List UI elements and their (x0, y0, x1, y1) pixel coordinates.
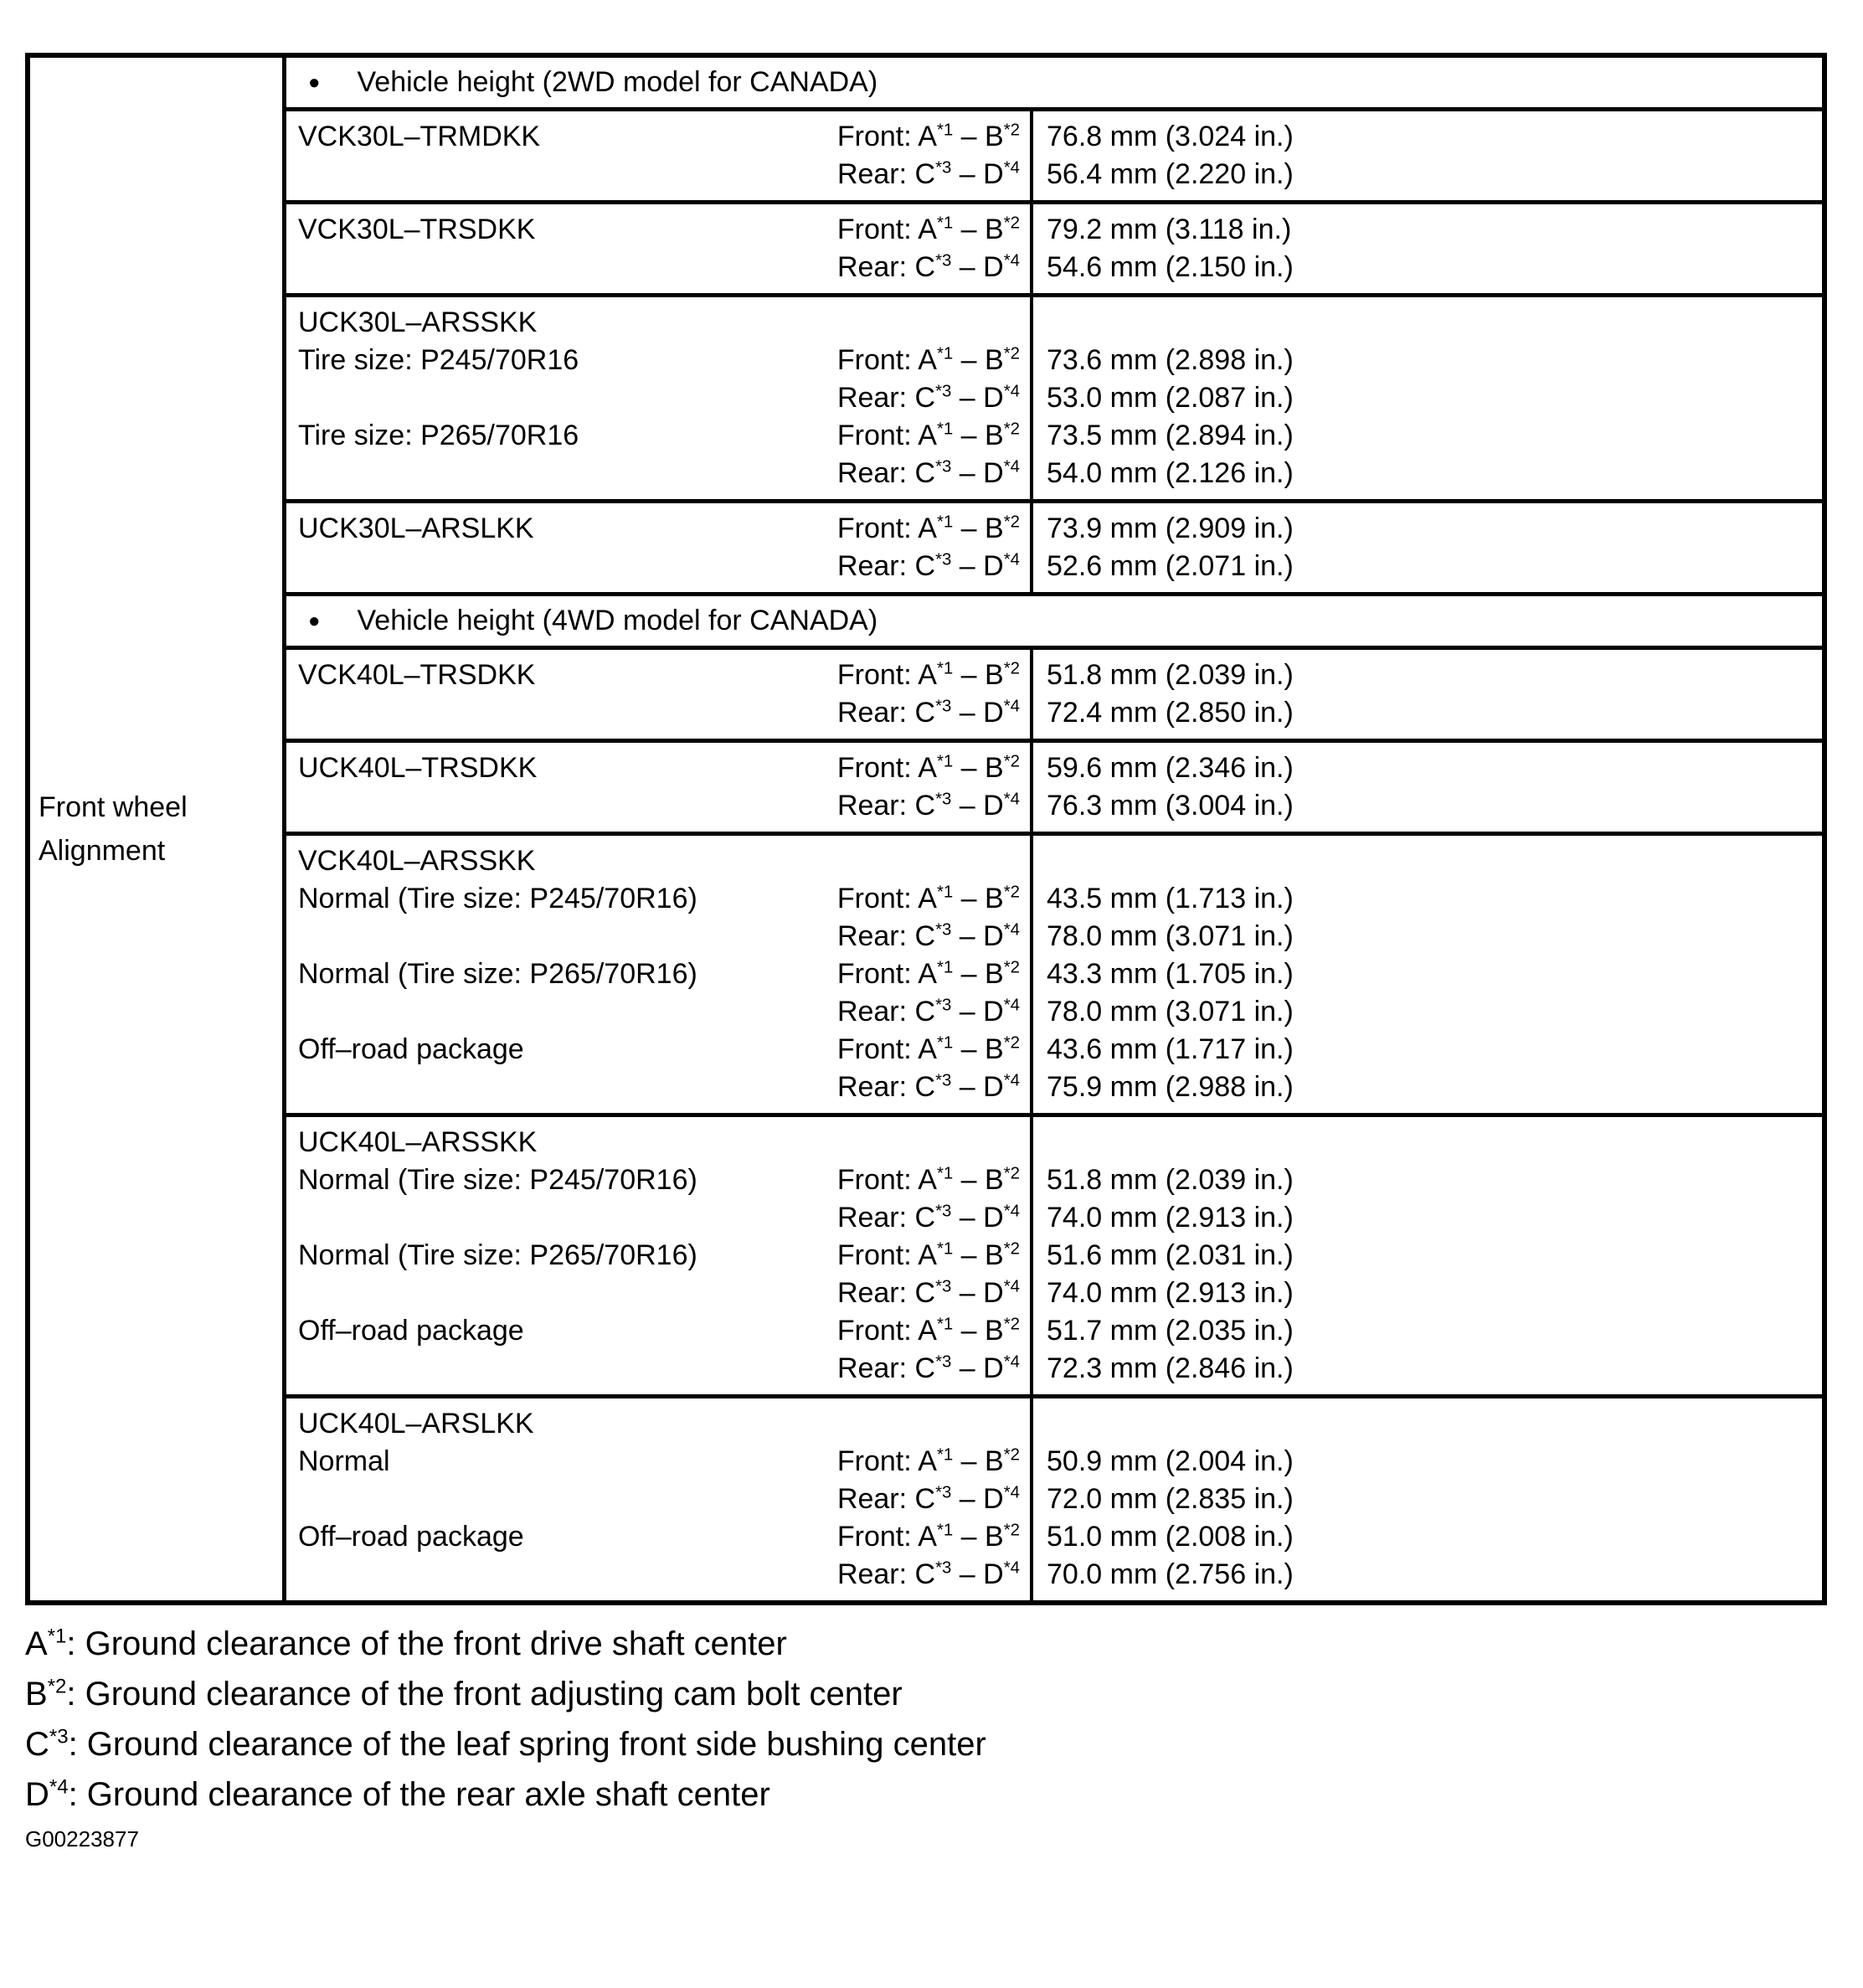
measure-label-superscript: *3 (935, 550, 952, 569)
bullet-icon: ● (308, 609, 321, 632)
measure-label-text: – B (953, 512, 1004, 544)
model-or-variant-label: Normal (Tire size: P245/70R16) (298, 883, 697, 914)
measure-label-superscript: *2 (1003, 512, 1020, 532)
model-or-variant-label: Tire size: P245/70R16 (298, 344, 579, 376)
measure-label-text: Front: A (836, 1315, 937, 1347)
measurement-value: 78.0 mm (3.071 in.) (1047, 996, 1294, 1027)
measure-label-text: Front: A (836, 214, 937, 245)
measure-label-text: – D (951, 251, 1004, 283)
measure-label-rear (837, 1071, 1030, 1104)
measure-label-text: – B (953, 214, 1004, 245)
measurement-value: 74.0 mm (2.913 in.) (1047, 1277, 1294, 1309)
spec-line (286, 118, 1030, 156)
spec-line (286, 787, 1030, 825)
measure-label-text: Front: A (836, 958, 937, 990)
model-or-variant-label: UCK30L–ARSLKK (298, 512, 534, 544)
measure-label-text: – B (953, 958, 1004, 990)
measure-label-text: – B (953, 883, 1004, 914)
measure-label-superscript: *1 (936, 752, 954, 771)
measure-label-text: Rear: C (836, 1558, 936, 1590)
spec-line (286, 1275, 1030, 1312)
measure-label-superscript: *4 (1003, 550, 1020, 569)
spec-row-values (1030, 111, 1822, 200)
measurement-value (1033, 1405, 1822, 1443)
footnote (25, 1669, 1863, 1719)
measure-label-front (837, 1164, 1030, 1197)
measure-label-superscript: *1 (936, 958, 954, 977)
measure-label-superscript: *4 (1003, 251, 1020, 270)
measure-label-text: Rear: C (836, 996, 936, 1027)
measure-label-rear (837, 1352, 1030, 1385)
footnote-term: A (25, 1625, 48, 1662)
bullet-icon: ● (308, 70, 321, 94)
model-or-variant-label: UCK40L–ARSLKK (298, 1408, 534, 1439)
measure-label-superscript: *2 (1003, 659, 1020, 678)
spec-row-labels (286, 650, 1030, 739)
footnotes (25, 1619, 1863, 1820)
measure-label-superscript: *3 (935, 1352, 952, 1372)
footnote-description: : Ground clearance of the rear axle shaft center (68, 1776, 770, 1813)
measurement-value: 43.3 mm (1.705 in.) (1047, 958, 1294, 990)
spec-line (286, 694, 1030, 732)
footnote (25, 1619, 1863, 1669)
model-or-variant-label: VCK40L–TRSDKK (298, 659, 536, 691)
measurement-value: 50.9 mm (2.004 in.) (1047, 1445, 1294, 1477)
measure-label-superscript: *2 (1003, 1445, 1020, 1465)
measure-label-front (837, 344, 1030, 377)
measure-label-superscript: *4 (1003, 697, 1020, 716)
model-or-variant-label: VCK30L–TRMDKK (298, 121, 541, 152)
measure-label-text: – D (951, 158, 1004, 190)
measure-label-front (837, 121, 1030, 153)
measurement-value: 73.9 mm (2.909 in.) (1047, 512, 1294, 544)
measure-label-text: Rear: C (836, 1071, 936, 1103)
spec-line (286, 1069, 1030, 1106)
measure-label-text: – B (953, 344, 1004, 376)
measure-label-rear (837, 158, 1030, 191)
spec-line (286, 993, 1030, 1031)
measure-label-superscript: *1 (936, 1164, 954, 1183)
measure-label-text: – D (951, 996, 1004, 1027)
measure-label-superscript: *2 (1003, 1315, 1020, 1334)
spec-line (286, 1237, 1030, 1275)
measure-label-front (837, 883, 1030, 915)
spec-row-labels (286, 503, 1030, 592)
measure-label-text: – D (951, 790, 1004, 821)
measure-label-text: Front: A (836, 1239, 937, 1271)
footnote-superscript: *1 (47, 1625, 67, 1648)
measure-label-rear (837, 697, 1030, 729)
measurement-value: 74.0 mm (2.913 in.) (1047, 1202, 1294, 1233)
measure-label-front (837, 1033, 1030, 1066)
spec-line (286, 342, 1030, 379)
measure-label-text: Rear: C (836, 920, 936, 952)
measure-label-superscript: *1 (936, 1315, 954, 1334)
measurement-value: 76.8 mm (3.024 in.) (1047, 121, 1294, 152)
measure-label-text: Rear: C (836, 251, 936, 283)
model-or-variant-label: UCK40L–ARSSKK (298, 1126, 538, 1158)
measure-label-superscript: *1 (936, 1521, 954, 1540)
measure-label-superscript: *3 (935, 697, 952, 716)
spec-row-labels (286, 743, 1030, 832)
measurement-value: 43.5 mm (1.713 in.) (1047, 883, 1294, 914)
measurement-value: 75.9 mm (2.988 in.) (1047, 1071, 1294, 1103)
spec-line (286, 379, 1030, 417)
measure-label-front (837, 1315, 1030, 1347)
measure-label-superscript: *1 (936, 1239, 954, 1259)
measurement-value: 51.0 mm (2.008 in.) (1047, 1521, 1294, 1553)
measure-label-text: – B (953, 1239, 1004, 1271)
measure-label-front (837, 1521, 1030, 1553)
measure-label-superscript: *1 (936, 512, 954, 532)
measurement-value: 72.4 mm (2.850 in.) (1047, 697, 1294, 729)
measure-label-text: – D (951, 457, 1004, 489)
measure-label-text: Front: A (836, 752, 937, 784)
spec-row-values (1030, 1117, 1822, 1394)
spec-line (286, 211, 1030, 249)
measure-label-text: – D (951, 1558, 1004, 1590)
spec-line (286, 455, 1030, 492)
spec-line (286, 1556, 1030, 1594)
measure-label-text: – D (951, 1071, 1004, 1103)
vehicle-height-spec-table (25, 53, 1827, 1605)
measure-label-text: – D (951, 1352, 1004, 1384)
measure-label-rear (837, 996, 1030, 1028)
measure-label-superscript: *3 (935, 1558, 952, 1578)
footnote-term: D (25, 1776, 49, 1813)
model-or-variant-label: Off–road package (298, 1033, 524, 1065)
measurement-value: 53.0 mm (2.087 in.) (1047, 382, 1294, 414)
measure-label-superscript: *1 (936, 659, 954, 678)
measure-label-front (837, 1445, 1030, 1478)
spec-line (286, 1312, 1030, 1350)
model-or-variant-label: Normal (Tire size: P265/70R16) (298, 1239, 697, 1271)
section-header-row (286, 596, 1822, 650)
section-header-label: Vehicle height (4WD model for CANADA) (357, 605, 878, 636)
footnote-description: : Ground clearance of the front drive shaft center (66, 1625, 787, 1662)
measure-label-text: Front: A (836, 512, 937, 544)
measure-label-rear (837, 251, 1030, 284)
spec-row (286, 204, 1822, 297)
model-or-variant-label: Normal (298, 1445, 390, 1477)
footnote-superscript: *2 (47, 1675, 67, 1698)
measure-label-front (837, 752, 1030, 785)
measure-label-superscript: *4 (1003, 1558, 1020, 1578)
measure-label-text: Front: A (836, 420, 937, 451)
spec-line (286, 1481, 1030, 1518)
measure-label-text: – B (953, 121, 1004, 152)
measure-label-text: Front: A (836, 1521, 937, 1553)
measurement-value: 51.6 mm (2.031 in.) (1047, 1239, 1294, 1271)
spec-row (286, 1117, 1822, 1398)
measure-label-rear (837, 1277, 1030, 1310)
footnote-term: C (25, 1726, 49, 1763)
model-or-variant-label: Normal (Tire size: P265/70R16) (298, 958, 697, 990)
measure-label-superscript: *4 (1003, 1352, 1020, 1372)
spec-row (286, 836, 1822, 1117)
table-sections (286, 58, 1822, 1600)
measurement-value: 76.3 mm (3.004 in.) (1047, 790, 1294, 821)
measure-label-text: Rear: C (836, 1483, 936, 1515)
spec-row-values (1030, 503, 1822, 592)
spec-row (286, 503, 1822, 596)
measure-label-text: Rear: C (836, 457, 936, 489)
measure-label-superscript: *2 (1003, 1239, 1020, 1259)
measurement-value: 54.6 mm (2.150 in.) (1047, 251, 1294, 283)
measure-label-rear (837, 1202, 1030, 1234)
measure-label-text: – B (953, 659, 1004, 691)
spec-row-labels (286, 204, 1030, 293)
spec-row (286, 111, 1822, 204)
measure-label-superscript: *4 (1003, 920, 1020, 940)
spec-line (286, 1443, 1030, 1481)
figure-code: G00223877 (25, 1826, 139, 1852)
spec-line (286, 749, 1030, 787)
measure-label-superscript: *2 (1003, 752, 1020, 771)
measure-label-text: – B (953, 1033, 1004, 1065)
measure-label-text: – B (953, 1445, 1004, 1477)
measure-label-text: – B (953, 1521, 1004, 1553)
measure-label-superscript: *3 (935, 1277, 952, 1296)
row-group-header-line1: Front wheel (39, 791, 188, 823)
model-or-variant-label: Normal (Tire size: P245/70R16) (298, 1164, 697, 1196)
measure-label-rear (837, 457, 1030, 490)
measure-label-text: Rear: C (836, 1202, 936, 1233)
measure-label-text: Front: A (836, 121, 937, 152)
spec-row-values (1030, 1398, 1822, 1600)
spec-row-labels (286, 1398, 1030, 1600)
measurement-value: 54.0 mm (2.126 in.) (1047, 457, 1294, 489)
spec-row (286, 650, 1822, 743)
section-header-row (286, 58, 1822, 111)
spec-row (286, 1398, 1822, 1600)
model-or-variant-label: UCK30L–ARSSKK (298, 306, 538, 338)
measure-label-superscript: *4 (1003, 1483, 1020, 1502)
measure-label-superscript: *2 (1003, 1164, 1020, 1183)
measure-label-superscript: *4 (1003, 382, 1020, 401)
measure-label-text: – D (951, 1277, 1004, 1309)
measure-label-superscript: *2 (1003, 214, 1020, 233)
measure-label-superscript: *3 (935, 251, 952, 270)
spec-line (286, 1161, 1030, 1199)
measure-label-superscript: *4 (1003, 457, 1020, 476)
model-or-variant-label: VCK30L–TRSDKK (298, 214, 536, 245)
row-group-header-line2: Alignment (39, 835, 166, 867)
spec-row-values (1030, 204, 1822, 293)
measurement-value: 72.3 mm (2.846 in.) (1047, 1352, 1294, 1384)
measure-label-superscript: *2 (1003, 121, 1020, 140)
measure-label-text: – D (951, 382, 1004, 414)
model-or-variant-label: UCK40L–TRSDKK (298, 752, 538, 784)
model-or-variant-label: VCK40L–ARSSKK (298, 845, 536, 877)
footnote-description: : Ground clearance of the leaf spring front side bushing center (68, 1726, 986, 1763)
measure-label-superscript: *3 (935, 790, 952, 809)
measure-label-superscript: *1 (936, 121, 954, 140)
spec-line (286, 249, 1030, 286)
measurement-value: 51.8 mm (2.039 in.) (1047, 659, 1294, 691)
spec-line (286, 955, 1030, 993)
measurement-value: 52.6 mm (2.071 in.) (1047, 550, 1294, 582)
spec-line (286, 510, 1030, 548)
measure-label-superscript: *2 (1003, 420, 1020, 439)
measure-label-rear (837, 1483, 1030, 1516)
measure-label-superscript: *2 (1003, 344, 1020, 363)
footnote-description: : Ground clearance of the front adjusting cam bolt center (66, 1676, 903, 1712)
measure-label-text: – D (951, 920, 1004, 952)
measure-label-text: Rear: C (836, 1277, 936, 1309)
measure-label-superscript: *3 (935, 1202, 952, 1221)
measure-label-text: Front: A (836, 883, 937, 914)
measure-label-text: – B (953, 1315, 1004, 1347)
measure-label-superscript: *3 (935, 158, 952, 178)
measure-label-text: Front: A (836, 659, 937, 691)
model-or-variant-label: Tire size: P265/70R16 (298, 420, 579, 451)
measure-label-text: Rear: C (836, 158, 936, 190)
measure-label-rear (837, 920, 1030, 953)
measure-label-text: – B (953, 752, 1004, 784)
measure-label-superscript: *4 (1003, 1277, 1020, 1296)
spec-row-values (1030, 297, 1822, 499)
measure-label-superscript: *2 (1003, 1033, 1020, 1053)
measure-label-text: Front: A (836, 344, 937, 376)
measure-label-text: Rear: C (836, 1352, 936, 1384)
spec-line (286, 1518, 1030, 1556)
measure-label-superscript: *1 (936, 420, 954, 439)
measure-label-superscript: *2 (1003, 1521, 1020, 1540)
measure-label-superscript: *4 (1003, 790, 1020, 809)
measure-label-superscript: *4 (1003, 158, 1020, 178)
spec-row-labels (286, 297, 1030, 499)
measure-label-text: Rear: C (836, 382, 936, 414)
footnote-superscript: *4 (49, 1775, 69, 1799)
spec-line (286, 842, 1030, 880)
measurement-value: 51.8 mm (2.039 in.) (1047, 1164, 1294, 1196)
measure-label-text: – D (951, 550, 1004, 582)
measure-label-rear (837, 382, 1030, 415)
measurement-value: 78.0 mm (3.071 in.) (1047, 920, 1294, 952)
spec-line (286, 1199, 1030, 1237)
measure-label-text: Rear: C (836, 790, 936, 821)
spec-line (286, 1031, 1030, 1069)
spec-line (286, 880, 1030, 918)
measure-label-front (837, 214, 1030, 246)
measurement-value: 79.2 mm (3.118 in.) (1047, 214, 1292, 245)
measure-label-superscript: *1 (936, 344, 954, 363)
measure-label-front (837, 1239, 1030, 1272)
measurement-value: 72.0 mm (2.835 in.) (1047, 1483, 1294, 1515)
measure-label-superscript: *3 (935, 382, 952, 401)
spec-line (286, 1124, 1030, 1161)
spec-line (286, 304, 1030, 342)
measure-label-superscript: *3 (935, 1071, 952, 1090)
measure-label-superscript: *3 (935, 920, 952, 940)
spec-line (286, 657, 1030, 694)
measure-label-superscript: *4 (1003, 1202, 1020, 1221)
spec-row (286, 743, 1822, 836)
spec-line (286, 1350, 1030, 1388)
footnote-term: B (25, 1676, 48, 1712)
measure-label-text: Rear: C (836, 550, 936, 582)
measure-label-superscript: *1 (936, 1445, 954, 1465)
footnote (25, 1719, 1863, 1769)
measure-label-front (837, 659, 1030, 692)
measure-label-text: Front: A (836, 1445, 937, 1477)
section-header-label: Vehicle height (2WD model for CANADA) (357, 66, 878, 98)
measure-label-superscript: *1 (936, 214, 954, 233)
measure-label-rear (837, 790, 1030, 822)
measurement-value: 73.5 mm (2.894 in.) (1047, 420, 1294, 451)
measure-label-text: Front: A (836, 1164, 937, 1196)
measurement-value (1033, 1124, 1822, 1161)
measure-label-superscript: *4 (1003, 996, 1020, 1015)
spec-row-labels (286, 111, 1030, 200)
measurement-value (1033, 842, 1822, 880)
measurement-value: 51.7 mm (2.035 in.) (1047, 1315, 1294, 1347)
spec-row (286, 297, 1822, 503)
measure-label-text: – D (951, 1202, 1004, 1233)
spec-line (286, 417, 1030, 455)
measure-label-superscript: *2 (1003, 958, 1020, 977)
measure-label-text: Front: A (836, 1033, 937, 1065)
measure-label-front (837, 420, 1030, 452)
measure-label-rear (837, 550, 1030, 583)
measure-label-superscript: *3 (935, 457, 952, 476)
spec-row-labels (286, 1117, 1030, 1394)
spec-row-values (1030, 836, 1822, 1113)
measure-label-text: – D (951, 697, 1004, 729)
measure-label-front (837, 512, 1030, 545)
measure-label-rear (837, 1558, 1030, 1591)
row-group-header (30, 58, 286, 1600)
measure-label-superscript: *4 (1003, 1071, 1020, 1090)
model-or-variant-label: Off–road package (298, 1521, 524, 1553)
spec-line (286, 156, 1030, 193)
footnote (25, 1769, 1863, 1820)
measure-label-text: – D (951, 1483, 1004, 1515)
measure-label-text: – B (953, 1164, 1004, 1196)
measurement-value (1033, 304, 1822, 342)
model-or-variant-label: Off–road package (298, 1315, 524, 1347)
measure-label-superscript: *1 (936, 883, 954, 902)
measurement-value: 43.6 mm (1.717 in.) (1047, 1033, 1294, 1065)
measurement-value: 70.0 mm (2.756 in.) (1047, 1558, 1294, 1590)
measure-label-superscript: *3 (935, 1483, 952, 1502)
measure-label-superscript: *3 (935, 996, 952, 1015)
measure-label-text: – B (953, 420, 1004, 451)
spec-row-values (1030, 743, 1822, 832)
measurement-value: 59.6 mm (2.346 in.) (1047, 752, 1294, 784)
measurement-value: 56.4 mm (2.220 in.) (1047, 158, 1294, 190)
measurement-value: 73.6 mm (2.898 in.) (1047, 344, 1294, 376)
spec-line (286, 1405, 1030, 1443)
measure-label-superscript: *2 (1003, 883, 1020, 902)
measure-label-text: Rear: C (836, 697, 936, 729)
spec-line (286, 918, 1030, 955)
spec-line (286, 548, 1030, 585)
spec-row-values (1030, 650, 1822, 739)
measure-label-front (837, 958, 1030, 991)
spec-row-labels (286, 836, 1030, 1113)
measure-label-superscript: *1 (936, 1033, 954, 1053)
footnote-superscript: *3 (49, 1725, 69, 1749)
